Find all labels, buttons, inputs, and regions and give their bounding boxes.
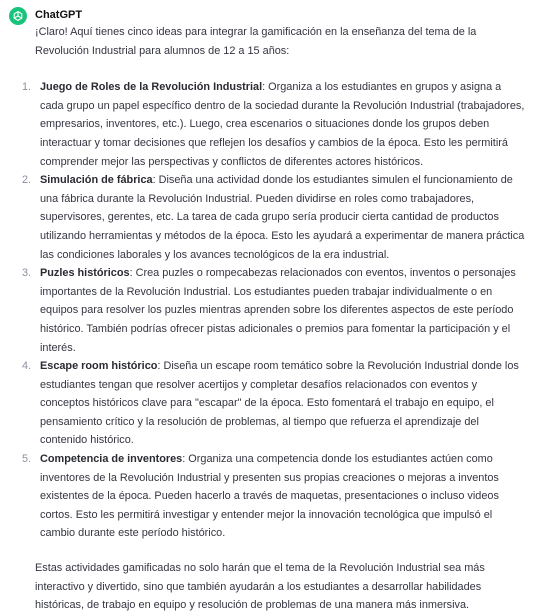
list-item-title: Escape room histórico <box>40 360 158 373</box>
list-item-number: 4. <box>22 360 32 373</box>
list-item <box>22 78 527 171</box>
ideas-list <box>22 78 527 543</box>
list-item-title: Puzles históricos <box>40 267 130 280</box>
list-item-number: 1. <box>22 81 32 94</box>
openai-logo-icon <box>12 10 24 22</box>
list-item-text: : Crea puzles o rompecabezas relacionados con eventos, inventos o personajes importantes de la Revolución Industrial. Los estudiantes pueden trabajar individualmente o en equipos para resolver los puzles mientras aprenden sobre los diferentes aspectos de este período histórico. También podrías ofrecer pistas adicionales o premios para fomentar la participación y el interés. <box>40 267 516 354</box>
list-item <box>22 171 527 264</box>
list-item-title: Simulación de fábrica <box>40 174 153 187</box>
list-item-title: Juego de Roles de la Revolución Industrial <box>40 81 263 94</box>
list-item-text: : Organiza una competencia donde los estudiantes actúen como inventores de la Revolución Industrial y presenten sus propias creaciones o mejoras a inventos existentes de la época. Pueden hacerlo a través de maquetas, presentaciones o incluso videos cortos. Esto les permitirá investigar y entender mejor la innovación tecnológica que impulsó el cambio durante este período histórico. <box>40 453 499 540</box>
list-item-number: 2. <box>22 174 32 187</box>
list-item-number: 3. <box>22 267 32 280</box>
chatgpt-avatar <box>9 7 27 25</box>
list-item-text: : Diseña un escape room temático sobre la Revolución Industrial donde los estudiantes tengan que resolver acertijos y completar desafíos relacionados con eventos y conceptos históricos clave para "escapar" de la época. Esto fomentará el trabajo en equipo, el pensamiento crítico y la resolución de problemas, al tiempo que refuerza el aprendizaje del contenido histórico. <box>40 360 519 447</box>
list-item-text: : Organiza a los estudiantes en grupos y asigna a cada grupo un papel específico dentro de la sociedad durante la Revolución Industrial (trabajadores, empresarios, inventores, etc.). Luego, crea escenarios o situaciones donde los grupos deben interactuar y tomar decisiones que reflejen los desafíos y cambios de la época. Esto les permitirá comprender mejor las perspectivas y conflictos de diferentes actores históricos. <box>40 81 525 168</box>
message-author: ChatGPT <box>35 9 83 21</box>
message-intro: ¡Claro! Aquí tienes cinco ideas para integrar la gamificación en la enseñanza del tema de la Revolución Industrial para alumnos de 12 a 15 años: <box>35 26 477 57</box>
list-item-text: : Diseña una actividad donde los estudiantes simulen el funcionamiento de una fábrica durante la Revolución Industrial. Pueden dividirse en roles como trabajadores, supervisores, gerentes, etc. La tarea de cada grupo sería producir cierta cantidad de productos utilizando herramientas y métodos de la época. Esto les ayudará a experimentar de manera práctica las condiciones laborales y los avances tecnológicos de la era industrial. <box>40 174 525 261</box>
list-item-number: 5. <box>22 453 32 466</box>
list-item <box>22 357 527 450</box>
message-outro: Estas actividades gamificadas no solo harán que el tema de la Revolución Industrial sea más interactivo y divertido, sino que también ayudarán a los estudiantes a desarrollar habilidades históricas, de trabajo en equipo y resolución de problemas de una manera más inmersiva. <box>35 562 485 612</box>
list-item <box>22 264 527 357</box>
list-item-title: Competencia de inventores <box>40 453 183 466</box>
list-item <box>22 450 527 543</box>
message-content <box>22 23 527 615</box>
